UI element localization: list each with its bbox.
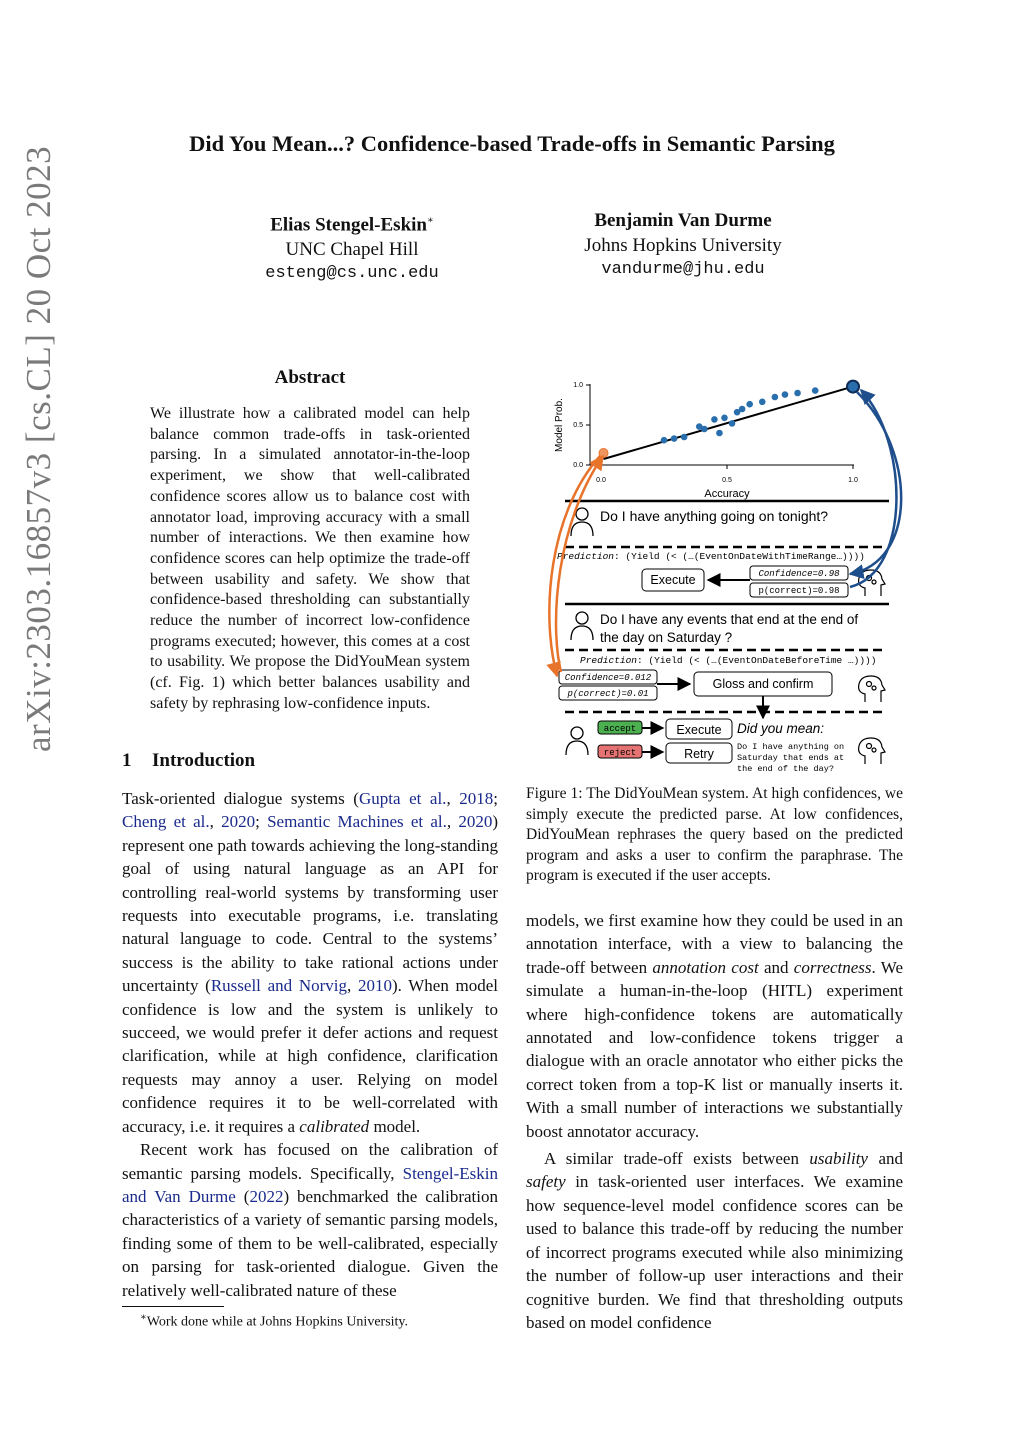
footnote-rule [122, 1306, 224, 1307]
section-title: Introduction [152, 750, 256, 771]
paper-title: Did You Mean...? Confidence-based Trade-offs in Semantic Parsing [189, 131, 835, 156]
scatter-point [812, 387, 819, 394]
pcorrect-2: p(correct)=0.01 [567, 689, 649, 699]
arxiv-stamp: arXiv:2303.16857v3 [cs.CL] 20 Oct 2023 [19, 145, 58, 752]
intro-paragraph-1: Task-oriented dialogue systems (Gupta et al., 2018; Cheng et al., 2020; Semantic Machines et al., 2020) represent one path towards achieving the long-standing goal of using natural language as an API for controlling real-world systems by transforming user requests into executable programs, i.e. translating natural language to code. Central to the systems’ success is the ability to take rational actions under uncertainty (Russell and Norvig, 2010). When model confidence is low and the system is unlikely to succeed, we would prefer it defer actions and request clarification, while at high confidence, clarification requests may annoy a user. Relying on model confidence requires it to be well-correlated with accuracy, i.e. it requires a calibrated model. [122, 789, 499, 1136]
x-tick-label: 0.0 [596, 477, 606, 484]
author-block-2 [553, 209, 813, 283]
right-paragraph-1: models, we first examine how they could be used in an annotation interface, with a view to balancing the trade-off between annotation cost and correctness. We simulate a human-in-the-loop (HITL) experiment where high-confidence tokens are automatically annotated and low-confidence tokens trigger a dialogue with an oracle annotator who either picks the correct token from a top-K list or manually inserts it. With a small number of interactions we substantially boost annotator accuracy. [526, 911, 903, 1141]
accept-label: accept [603, 724, 637, 734]
x-tick-label: 0.5 [722, 477, 732, 484]
execute-label: Execute [676, 723, 722, 737]
citation-link[interactable]: Cheng et al. [122, 812, 210, 832]
paraphrase-line: Saturday that ends at [737, 753, 845, 763]
scatter-point [772, 394, 779, 401]
scatter-points [661, 387, 819, 443]
author-name: Elias Stengel-Eskin [270, 214, 427, 236]
user-query-2-line-2: the day on Saturday ? [600, 630, 733, 645]
citation-link[interactable]: Stengel-Eskin and Van Durme [122, 1163, 498, 1206]
x-axis-label: Accuracy [704, 488, 750, 500]
citation-link[interactable]: 2018 [459, 789, 494, 808]
section-heading [122, 750, 255, 772]
y-tick-label: 1.0 [573, 382, 583, 389]
low-confidence-point [599, 449, 608, 458]
figure-1 [545, 372, 905, 780]
citation-link[interactable]: Semantic Machines et al. [267, 812, 447, 832]
scatter-plot [554, 381, 859, 500]
citation-link[interactable]: 2020 [221, 812, 256, 832]
paraphrase-line: the end of the day? [737, 764, 834, 774]
scatter-point [671, 435, 678, 442]
paraphrase-line: Do I have anything on [737, 742, 845, 752]
y-tick-label: 0.0 [573, 462, 583, 469]
gloss-label: Gloss and confirm [712, 677, 814, 691]
footnote: ∗Work done while at Johns Hopkins University. [140, 1312, 409, 1330]
y-tick-label: 0.5 [573, 422, 583, 429]
scatter-point [681, 434, 688, 441]
citation-link[interactable]: Russell and Norvig [210, 976, 347, 996]
scatter-point [701, 426, 708, 433]
scatter-point [782, 391, 789, 398]
section-number: 1 [122, 750, 132, 771]
prediction-1: Prediction: (Yield (< (…(EventOnDateWithTimeRange…)))) [557, 551, 865, 562]
author-email[interactable]: vandurme@jhu.edu [601, 260, 765, 279]
confidence-1: Confidence=0.98 [758, 569, 840, 579]
citation-link[interactable]: 2010 [357, 976, 392, 996]
scatter-point [739, 406, 746, 413]
left-column [122, 787, 498, 1302]
scatter-point [711, 416, 718, 423]
user-query-2-line-1: Do I have any events that end at the end of [600, 612, 859, 627]
user-query-1: Do I have anything going on tonight? [600, 508, 829, 524]
scatter-point [721, 415, 728, 422]
author-name: Benjamin Van Durme [594, 210, 772, 231]
retry-label: Retry [684, 747, 714, 761]
abstract-text: We illustrate how a calibrated model can help balance common trade-offs in task-oriented parsing. In a simulated annotator-in-the-loop experiment, we show that well-calibrated confidence scores allow us to balance cost with annotator load, improving accuracy with a small number of interactions. We then examine how confidence scores can help optimize the trade-off between usability and safety. We show that confidence-based thresholding can substantially reduce the number of incorrect low-confidence programs executed; however, this comes at a cost to usability. We propose the DidYouMean system (cf. Fig. 1) which better balances usability and safety by rephrasing low-confidence inputs. [150, 405, 470, 712]
citation-link[interactable]: Gupta et al. [358, 789, 447, 808]
y-axis-label: Model Prob. [554, 398, 565, 452]
low-confidence-arrow [556, 456, 603, 672]
robot-head-icon [859, 676, 885, 702]
scatter-point [729, 420, 736, 427]
reject-label: reject [603, 748, 637, 758]
scatter-point [716, 430, 723, 437]
user-icon [571, 612, 593, 640]
robot-head-icon [859, 738, 885, 764]
right-column [526, 909, 903, 1334]
scatter-point [661, 437, 668, 444]
figure-caption: Figure 1: The DidYouMean system. At high confidences, we simply execute the predicted parse. At low confidences, DidYouMean rephrases the query based on the predicted program and asks a user to confirm the paraphrase. The program is executed if the user accepts. [526, 785, 903, 885]
author-email[interactable]: esteng@cs.unc.edu [265, 264, 439, 284]
author-marker: ∗ [427, 215, 434, 226]
execute-label: Execute [650, 573, 696, 587]
citation-link[interactable]: 2022 [249, 1186, 284, 1206]
high-confidence-point [847, 381, 859, 393]
scatter-point [759, 399, 766, 406]
abstract-heading: Abstract [274, 367, 346, 388]
citation-link[interactable]: 2020 [458, 812, 493, 832]
confidence-2: Confidence=0.012 [564, 673, 652, 683]
did-you-mean-label: Did you mean: [737, 721, 825, 736]
user-icon [566, 727, 588, 755]
right-paragraph-2: A similar trade-off exists between usability and safety in task-oriented user interfaces. We examine how sequence-level model confidence scores can be used to balance this trade-off by reducing the number of incorrect programs executed while also minimizing the number of follow-up user interactions and their cognitive burden. We find that thresholding outputs based on model confidence [526, 1149, 903, 1332]
x-tick-label: 1.0 [848, 477, 858, 484]
scatter-point [746, 401, 753, 408]
prediction-2: Prediction: (Yield (< (…(EventOnDateBeforeTime …)))) [580, 655, 877, 666]
calibration-line [604, 387, 853, 459]
intro-paragraph-2: Recent work has focused on the calibration of semantic parsing models. Specifically, Stengel-Eskin and Van Durme (2022) benchmarked the calibration characteristics of a variety of semantic parsing models, finding some of them to be well-calibrated, especially on parsing for task-oriented dialogue. Given the relatively well-calibrated nature of these [122, 1140, 498, 1300]
author-block-1 [212, 209, 492, 287]
author-affiliation: UNC Chapel Hill [285, 238, 419, 260]
pcorrect-1: p(correct)=0.98 [758, 586, 840, 596]
author-affiliation: Johns Hopkins University [584, 234, 782, 256]
scatter-point [794, 390, 801, 397]
